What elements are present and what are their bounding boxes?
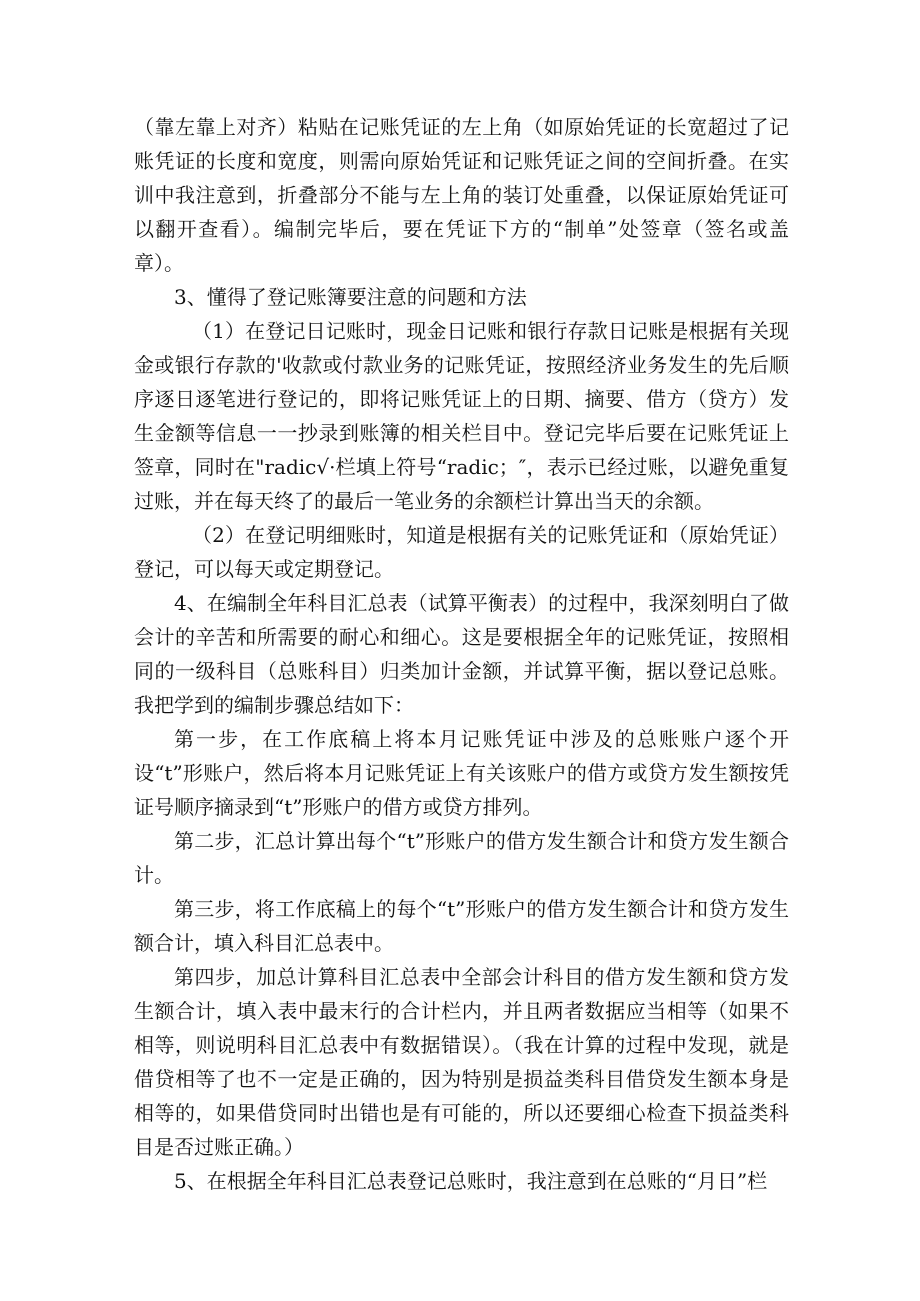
document-page <box>134 110 789 1198</box>
paragraph-8: 第三步，将工作底稿上的每个“t”形账户的借方发生额合计和贷方发生额合计，填入科目汇总表中。 <box>134 897 789 955</box>
paragraph-4: （2）在登记明细账时，知道是根据有关的记账凭证和（原始凭证）登记，可以每天或定期登记。 <box>134 523 789 581</box>
paragraph-10: 5、在根据全年科目汇总表登记总账时，我注意到在总账的“月日”栏 <box>174 1169 768 1193</box>
paragraph-7: 第二步，汇总计算出每个“t”形账户的借方发生额合计和贷方发生额合计。 <box>134 829 789 887</box>
paragraph-2: 3、懂得了登记账簿要注意的问题和方法 <box>174 285 527 309</box>
paragraph-9: 第四步，加总计算科目汇总表中全部会计科目的借方发生额和贷方发生额合计，填入表中最末行的合计栏内，并且两者数据应当相等（如果不相等，则说明科目汇总表中有数据错误）。（我在计算的过程中发现，就是借贷相等了也不一定是正确的，因为特别是损益类科目借贷发生额本身是相等的，如果借贷同时出错也是有可能的，所以还要细心检查下损益类科目是否过账正确。） <box>134 965 789 1159</box>
paragraph-1: （靠左靠上对齐）粘贴在记账凭证的左上角（如原始凭证的长宽超过了记账凭证的长度和宽度，则需向原始凭证和记账凭证之间的空间折叠。在实训中我注意到，折叠部分不能与左上角的装订处重叠，以保证原始凭证可以翻开查看）。编制完毕后，要在凭证下方的“制单”处签章（签名或盖章）。 <box>134 115 789 275</box>
paragraph-6: 第一步，在工作底稿上将本月记账凭证中涉及的总账账户逐个开设“t”形账户，然后将本月记账凭证上有关该账户的借方或贷方发生额按凭证号顺序摘录到“t”形账户的借方或贷方排列。 <box>134 727 789 819</box>
paragraph-5: 4、在编制全年科目汇总表（试算平衡表）的过程中，我深刻明白了做会计的辛苦和所需要的耐心和细心。这是要根据全年的记账凭证，按照相同的一级科目（总账科目）归类加计金额，并试算平衡，据以登记总账。我把学到的编制步骤总结如下： <box>134 591 789 717</box>
paragraph-3: （1）在登记日记账时，现金日记账和银行存款日记账是根据有关现金或银行存款的'收款或付款业务的记账凭证，按照经济业务发生的先后顺序逐日逐笔进行登记的，即将记账凭证上的日期、摘要、借方（贷方）发生金额等信息一一抄录到账簿的相关栏目中。登记完毕后要在记账凭证上签章，同时在"radic√·栏填上符号“radic；″，表示已经过账，以避免重复过账，并在每天终了的最后一笔业务的余额栏计算出当天的余额。 <box>134 319 789 513</box>
